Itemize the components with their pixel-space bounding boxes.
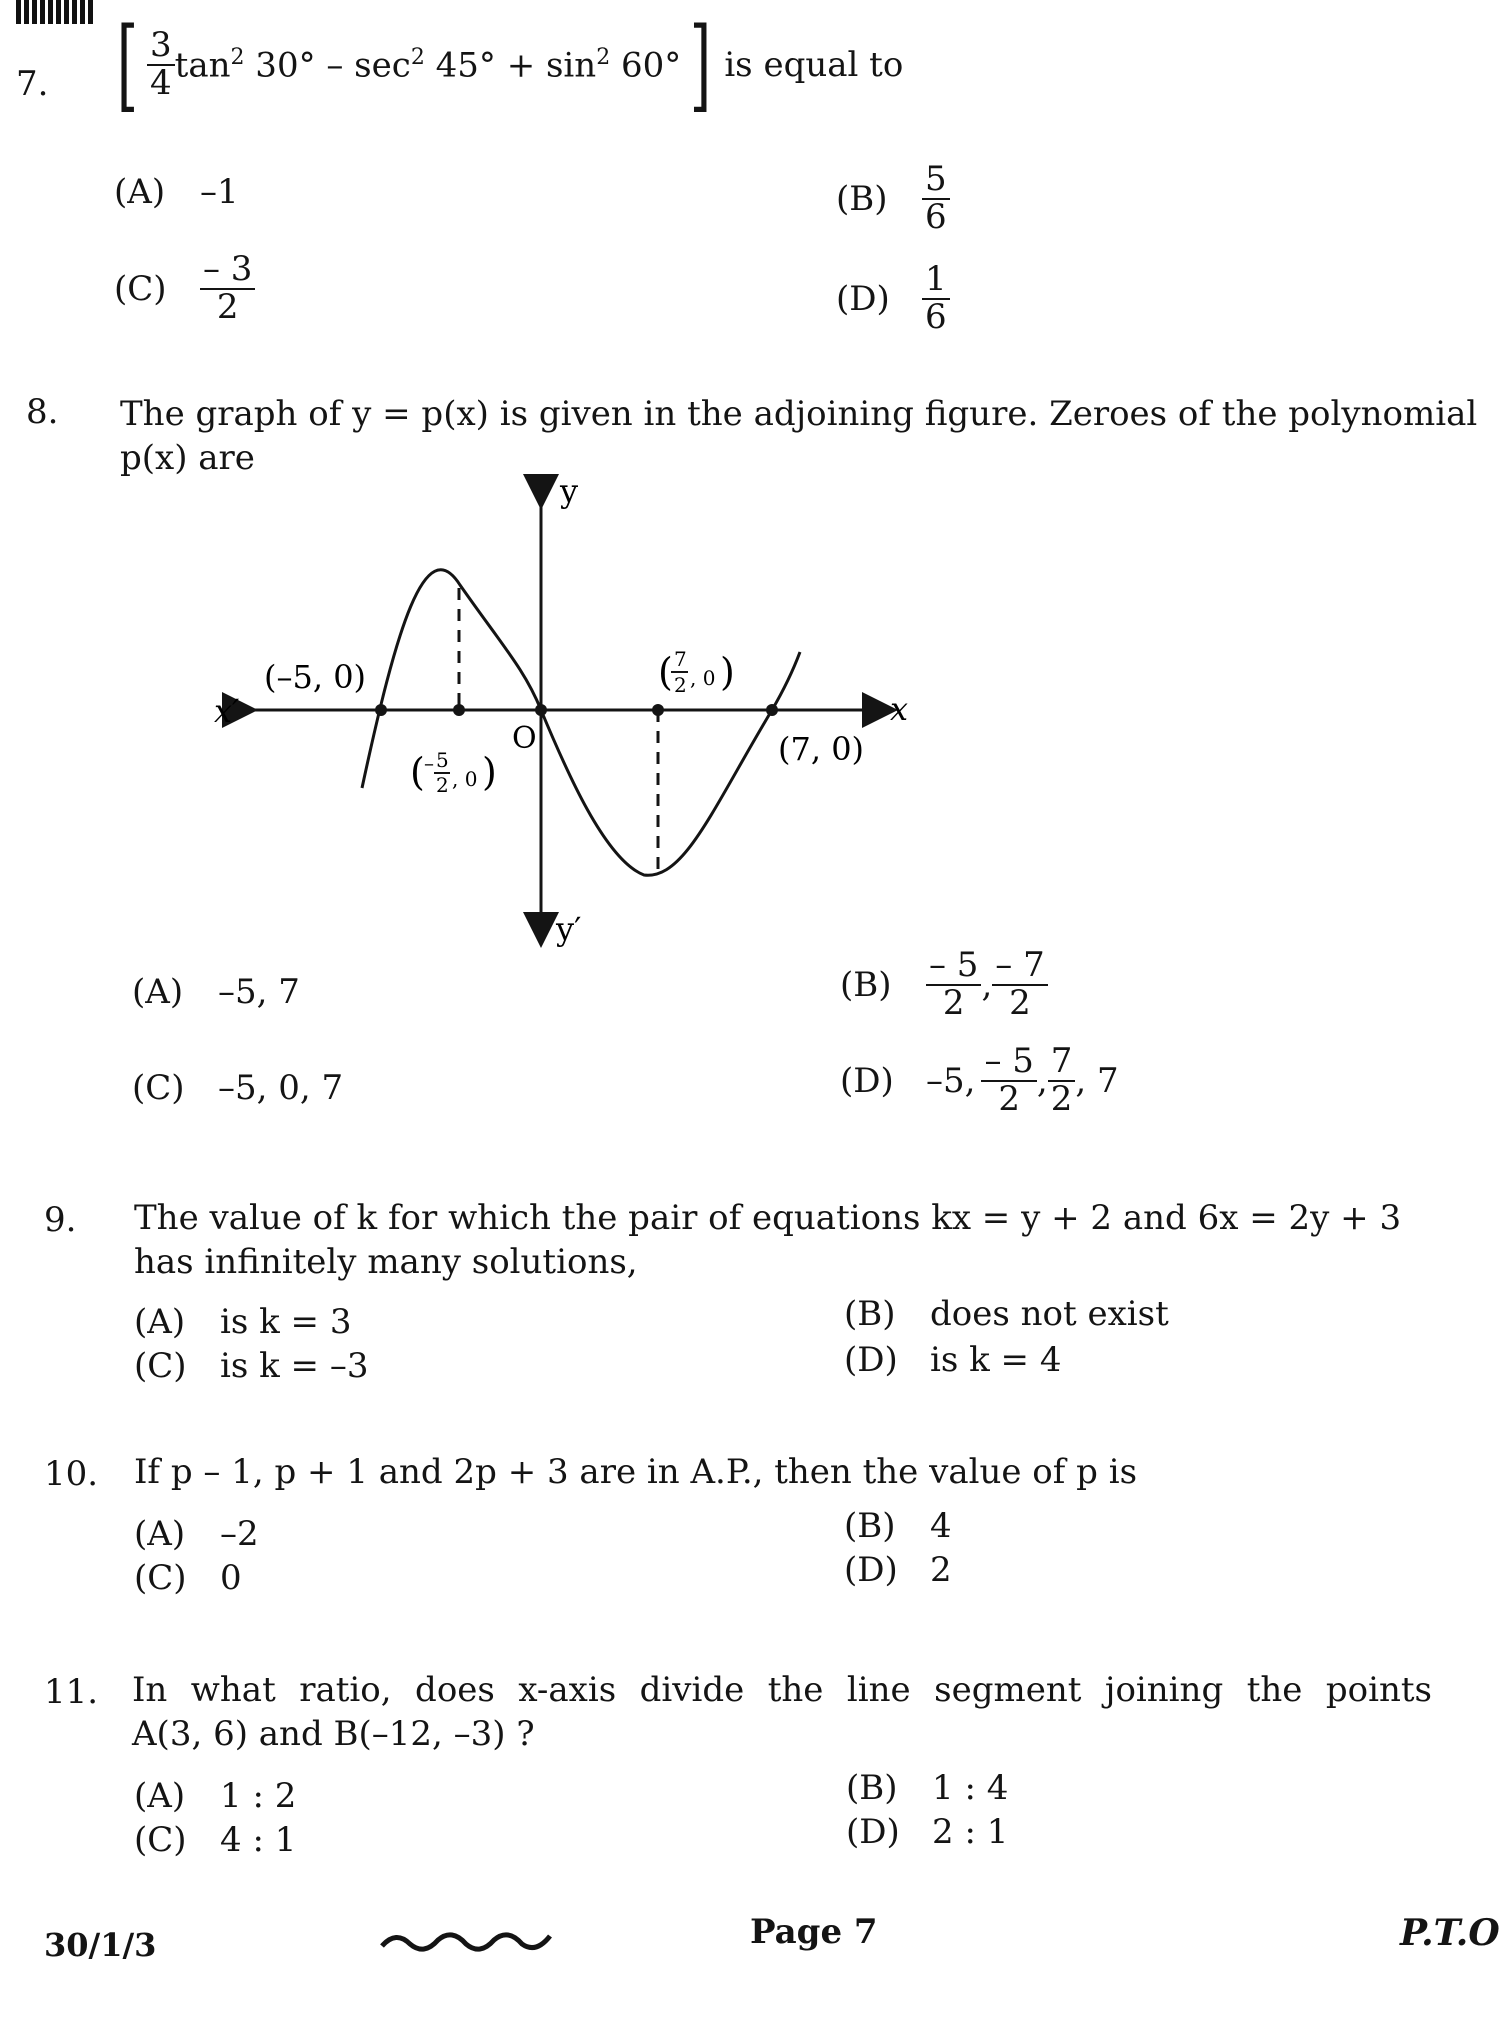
option-label: (C) [134,1820,187,1860]
svg-text:, 0: , 0 [452,767,478,791]
wave-ornament [378,1926,554,1956]
svg-text:5: 5 [436,748,449,772]
left-bracket: [ [116,5,139,123]
option-value: –5, [926,1060,976,1101]
point-right-label: (7, 0) [778,730,865,768]
option-label: (C) [134,1558,187,1598]
polynomial-curve [362,570,800,875]
q9-option-b[interactable] [844,1294,1169,1334]
option-value: does not exist [930,1294,1169,1334]
option-label: (D) [846,1812,900,1852]
point-7-half [652,704,664,716]
x-prime-label: x′ [214,692,240,730]
q9-text-line1: The value of k for which the pair of equations kx = y + 2 and 6x = 2y + 3 [134,1198,1402,1238]
q11-text-line2: A(3, 6) and B(–12, –3) ? [132,1714,535,1754]
point-minus5-half [453,704,465,716]
y-prime-label: y′ [556,910,582,948]
q9-option-d[interactable] [844,1340,1061,1380]
option-value: 2 : 1 [932,1812,1009,1852]
option-value: –5, 7 [218,972,300,1012]
option-label: (C) [114,268,167,309]
q7-frac-den: 4 [150,62,172,103]
right-bracket: ] [690,5,712,123]
option-label: (D) [844,1550,898,1590]
point-minus5 [375,704,387,716]
option-fraction: $\frac{- 5}{2}$ [981,1044,1036,1117]
q9-option-a[interactable] [134,1302,351,1342]
q11-text-line1: In what ratio, does x-axis divide the line segment joining the points [132,1670,1432,1710]
pto-label: P.T.O [1400,1912,1500,1954]
option-value: 4 [930,1506,952,1546]
q8-option-d[interactable]: (D) –5, $\frac{- 5}{2}$ , $\frac{7}{2}$ , 7 [840,1041,1119,1119]
svg-text:2: 2 [674,673,687,697]
option-label: (A) [134,1302,186,1342]
option-label: (A) [134,1776,186,1816]
origin-label: O [512,721,537,756]
q7-expr-body: $\tan^2 30^\circ - \sec^2 45^\circ + \sin^2 60^\circ$ [174,44,682,85]
q7-number: 7. [16,64,49,104]
option-value: –2 [220,1514,259,1554]
option-value: 1 : 4 [932,1768,1009,1808]
q8-option-c[interactable] [132,1068,343,1108]
x-label: x [890,690,909,728]
q7-option-d[interactable] [836,259,950,337]
option-label: (B) [840,964,892,1005]
option-label: (D) [840,1060,894,1101]
q10-option-a[interactable] [134,1514,259,1554]
option-value: 2 [930,1550,952,1590]
q10-text-line1: If p – 1, p + 1 and 2p + 3 are in A.P., then the value of p is [134,1452,1138,1492]
q9-text-line2: has infinitely many solutions, [134,1242,638,1282]
option-fraction: $\frac{7}{2}$ [1048,1044,1076,1117]
qr-code-image [16,0,94,24]
q11-option-c[interactable] [134,1820,296,1860]
svg-text:–: – [424,751,434,775]
option-fraction: $\frac{1}{6}$ [922,262,950,335]
option-label: (D) [844,1340,898,1380]
q9-number: 9. [44,1200,77,1240]
y-label: y [560,472,579,510]
q8-text-line2: p(x) are [120,438,255,478]
point-min-label [410,748,497,797]
q8-option-b[interactable]: (B) $\frac{- 5}{2}$ , $\frac{- 7}{2}$ [840,948,1048,1021]
q7-frac-num: 3 [147,28,175,66]
q11-number: 11. [44,1672,99,1712]
option-label: (B) [844,1506,896,1546]
svg-text:(: ( [410,750,425,794]
option-fraction: $\frac{- 7}{2}$ [992,948,1047,1021]
q8-option-a[interactable] [132,972,300,1012]
q10-number: 10. [44,1454,99,1494]
q10-option-c[interactable] [134,1558,242,1598]
option-value: 4 : 1 [220,1820,297,1860]
q11-option-a[interactable] [134,1776,296,1816]
q11-option-b[interactable] [846,1768,1008,1808]
q7-option-c[interactable] [114,249,255,327]
q10-option-b[interactable] [844,1506,952,1546]
q8-number: 8. [26,392,59,432]
page-number: Page 7 [750,1912,878,1952]
point-left-label: (–5, 0) [264,658,367,696]
svg-text:): ) [720,650,735,694]
svg-text:(: ( [658,650,673,694]
option-label: (B) [836,178,888,219]
q11-option-d[interactable] [846,1812,1008,1852]
option-label: (A) [114,172,166,212]
option-label: (B) [846,1768,898,1808]
point-origin [535,704,547,716]
q7-expression [108,5,904,123]
option-value: is k = 3 [220,1302,352,1342]
svg-text:, 0: , 0 [690,666,716,690]
option-value: 1 : 2 [220,1776,297,1816]
option-label: (D) [836,278,890,319]
q7-fraction [147,25,175,103]
q7-option-b[interactable] [836,159,950,237]
q10-option-d[interactable] [844,1550,952,1590]
option-value: 7 [1096,1060,1119,1101]
q7-option-a[interactable] [114,172,239,212]
option-label: (C) [134,1346,187,1386]
option-label: (A) [134,1514,186,1554]
option-value: is k = –3 [220,1346,369,1386]
svg-text:): ) [482,750,497,794]
svg-text:2: 2 [436,773,449,797]
option-label: (A) [132,972,184,1012]
svg-text:7: 7 [674,647,687,671]
point-max-label [658,647,735,697]
option-value: –1 [200,172,239,212]
option-fraction: $\frac{- 3}{2}$ [200,252,255,325]
q7-tail: is equal to [724,44,904,85]
option-value: is k = 4 [930,1340,1062,1380]
point-7 [766,704,778,716]
paper-code: 30/1/3 [44,1926,157,1964]
option-fraction: $\frac{5}{6}$ [922,162,950,235]
option-value: –5, 0, 7 [218,1068,344,1108]
q9-option-c[interactable] [134,1346,368,1386]
option-label: (B) [844,1294,896,1334]
option-label: (C) [132,1068,185,1108]
q8-graph-figure [200,470,960,950]
option-fraction: $\frac{- 5}{2}$ [926,948,981,1021]
q8-text-line1: The graph of y = p(x) is given in the adjoining figure. Zeroes of the polynomial [120,394,1478,434]
option-value: 0 [220,1558,242,1598]
